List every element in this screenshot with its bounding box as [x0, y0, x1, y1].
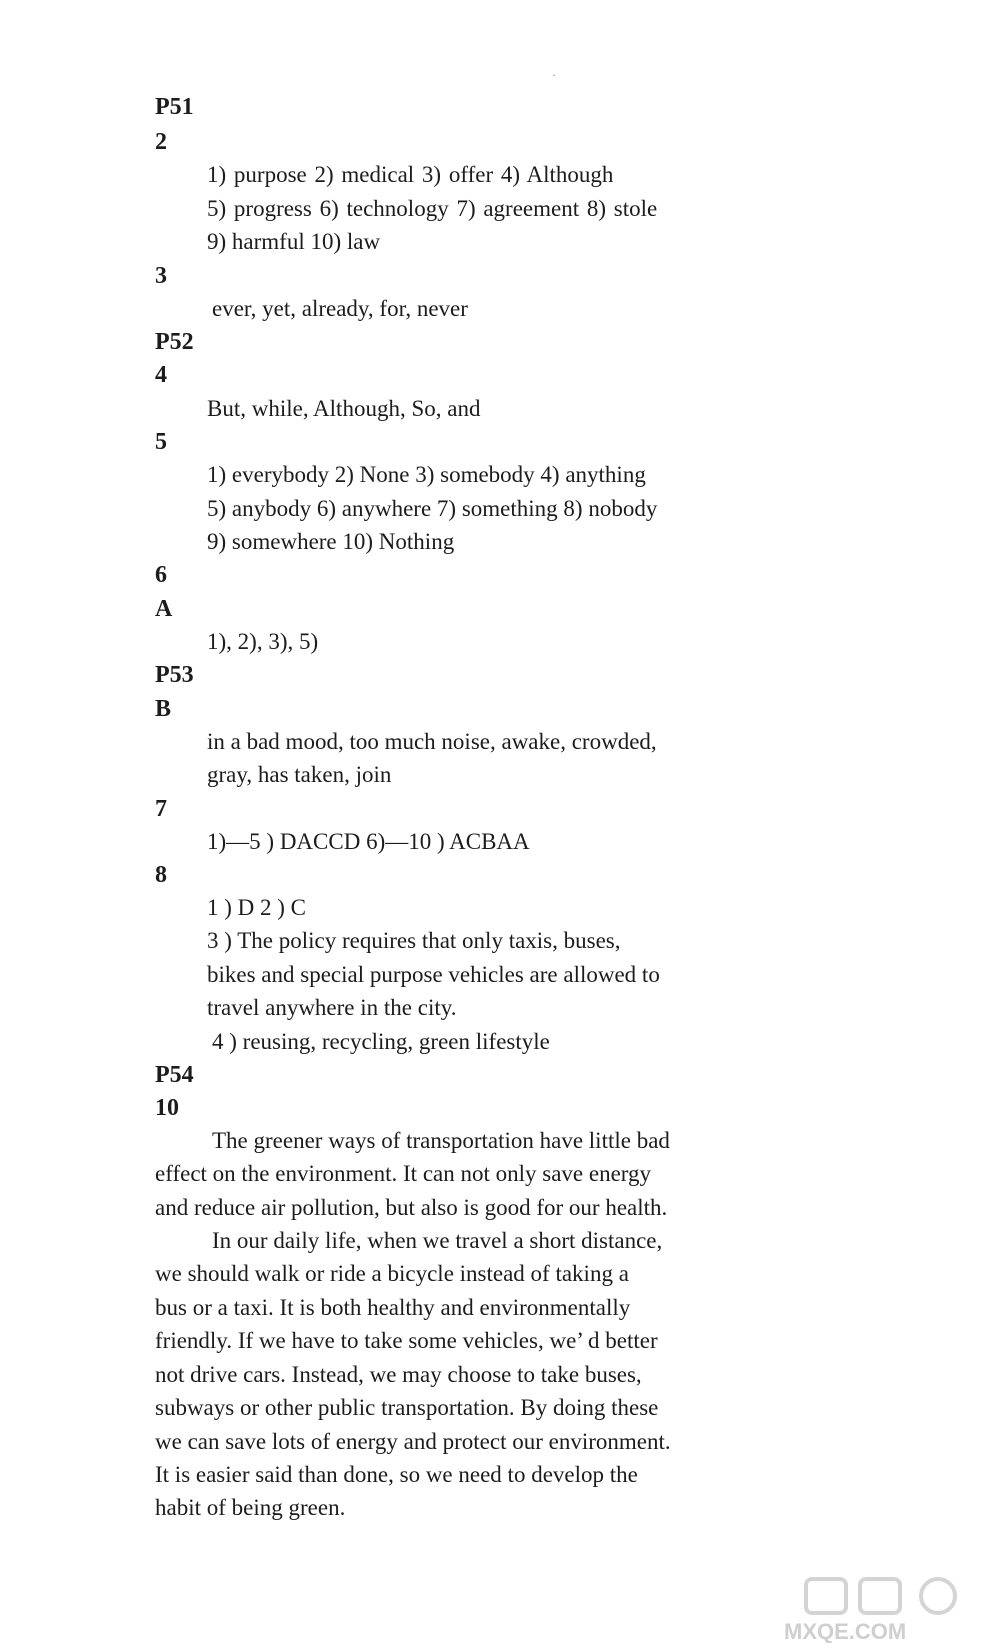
essay-line: subways or other public transportation. By doing these [155, 1395, 659, 1420]
answer-line: travel anywhere in the city. [207, 995, 457, 1020]
answer-line: 1 ) D 2 ) C [207, 895, 307, 920]
question-number-5: 5 [155, 429, 167, 455]
essay-line: not drive cars. Instead, we may choose to take buses, [155, 1362, 642, 1387]
essay-line: The greener ways of transportation have little bad [212, 1128, 670, 1153]
answer-line: 3 ) The policy requires that only taxis, buses, [207, 928, 621, 953]
page-label-p53: P53 [155, 662, 194, 688]
watermark-text: MXQE.COM [784, 1619, 907, 1643]
essay-line: bus or a taxi. It is both healthy and environmentally [155, 1295, 631, 1320]
answer-line: 1)—5 ) DACCD 6)—10 ) ACBAA [207, 829, 530, 854]
page-label-p51: P51 [155, 94, 194, 120]
answer-line: 9) somewhere 10) Nothing [207, 529, 455, 554]
page-label-p54: P54 [155, 1062, 194, 1088]
answer-line: ever, yet, already, for, never [212, 296, 468, 321]
page-label-p52: P52 [155, 329, 194, 355]
watermark-emblem-icon [806, 1579, 955, 1613]
subsection-label-b: B [155, 696, 172, 722]
essay-line: and reduce air pollution, but also is good for our health. [155, 1195, 668, 1220]
stray-mark: · [552, 68, 556, 82]
answer-line: 9) harmful 10) law [207, 229, 381, 254]
answer-line: 5) anybody 6) anywhere 7) something 8) nobody [207, 496, 658, 521]
question-number-7: 7 [155, 796, 167, 822]
essay-line: In our daily life, when we travel a short distance, [212, 1228, 663, 1253]
subsection-label-a: A [155, 596, 173, 622]
answer-line: in a bad mood, too much noise, awake, crowded, [207, 729, 657, 754]
question-number-8: 8 [155, 862, 167, 888]
answer-line: 1), 2), 3), 5) [207, 629, 319, 654]
watermark-logo [778, 1577, 978, 1643]
essay-line: habit of being green. [155, 1495, 346, 1520]
answer-line: 4 ) reusing, recycling, green lifestyle [212, 1029, 550, 1054]
essay-line: effect on the environment. It can not only save energy [155, 1161, 652, 1186]
essay-line: we should walk or ride a bicycle instead of taking a [155, 1261, 629, 1286]
question-number-3: 3 [155, 263, 167, 289]
essay-line: It is easier said than done, so we need to develop the [155, 1462, 638, 1487]
question-number-10: 10 [155, 1095, 179, 1121]
answer-line: gray, has taken, join [207, 762, 392, 787]
answer-line: 1) purpose 2) medical 3) offer 4) Although [207, 162, 614, 187]
question-number-6: 6 [155, 562, 167, 588]
question-number-2: 2 [155, 129, 167, 155]
answer-line: 5) progress 6) technology 7) agreement 8) stole [207, 196, 658, 221]
question-number-4: 4 [155, 362, 167, 388]
answer-line: bikes and special purpose vehicles are allowed to [207, 962, 660, 987]
answer-line: But, while, Although, So, and [207, 396, 481, 421]
answer-line: 1) everybody 2) None 3) somebody 4) anything [207, 462, 646, 487]
essay-line: we can save lots of energy and protect our environment. [155, 1429, 671, 1454]
essay-line: friendly. If we have to take some vehicles, we’ d better [155, 1328, 658, 1353]
